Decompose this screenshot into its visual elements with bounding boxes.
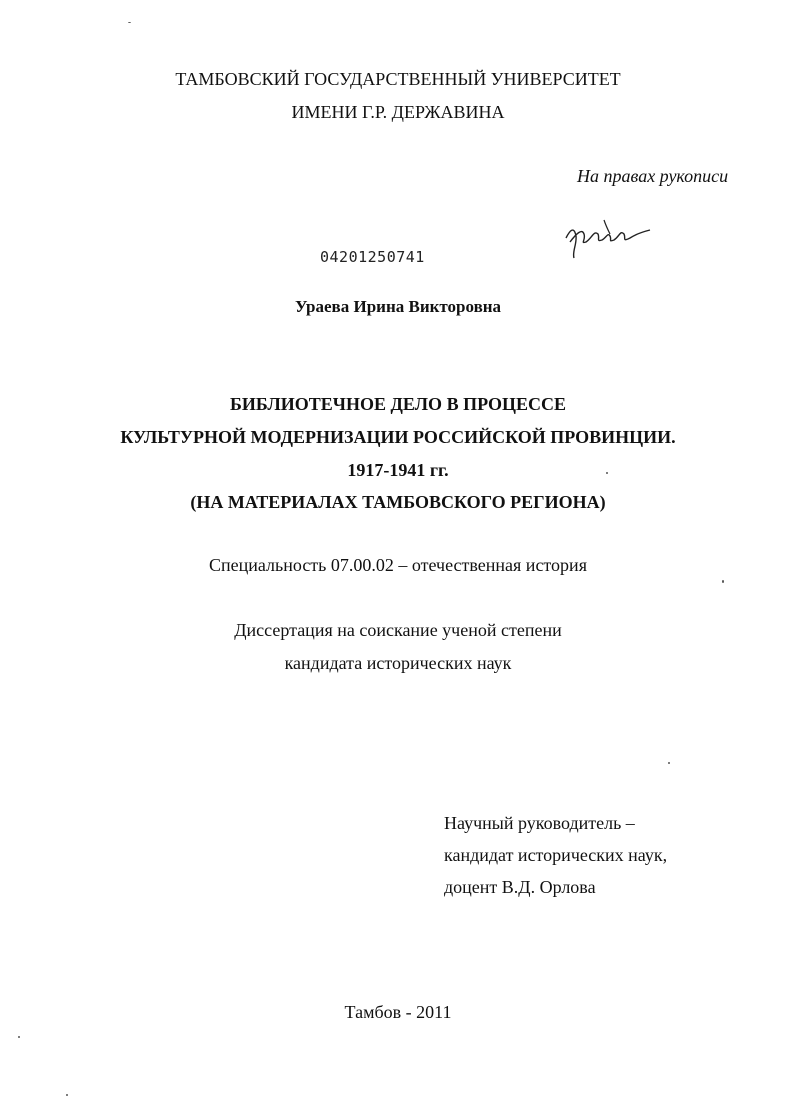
dissertation-line2: кандидата исторических наук	[284, 653, 512, 673]
city-year: Тамбов - 2011	[344, 1002, 452, 1022]
university-name-line1: ТАМБОВСКИЙ ГОСУДАРСТВЕННЫЙ УНИВЕРСИТЕТ	[175, 69, 621, 89]
scan-speck	[128, 22, 131, 23]
title-line4: (НА МАТЕРИАЛАХ ТАМБОВСКОГО РЕГИОНА)	[190, 492, 606, 512]
university-name-line2: ИМЕНИ Г.Р. ДЕРЖАВИНА	[291, 102, 505, 122]
title-line1: БИБЛИОТЕЧНОЕ ДЕЛО В ПРОЦЕССЕ	[230, 394, 566, 414]
scan-speck	[606, 472, 608, 474]
scan-speck	[66, 1094, 68, 1096]
title-line3: 1917-1941 гг.	[347, 460, 449, 480]
supervisor-line1: Научный руководитель –	[444, 813, 635, 833]
specialty: Специальность 07.00.02 – отечественная история	[209, 555, 587, 575]
manuscript-note: На правах рукописи	[577, 166, 729, 186]
registration-number-stamp: 04201250741	[320, 248, 425, 266]
scan-speck	[18, 1036, 20, 1038]
supervisor-line3: доцент В.Д. Орлова	[444, 877, 596, 897]
dissertation-line1: Диссертация на соискание ученой степени	[234, 620, 562, 640]
supervisor-line2: кандидат исторических наук,	[444, 845, 668, 865]
handwritten-signature	[560, 208, 660, 264]
author-name: Ураева Ирина Викторовна	[294, 297, 502, 316]
scan-speck	[722, 580, 724, 583]
scan-speck	[668, 762, 670, 764]
title-line2: КУЛЬТУРНОЙ МОДЕРНИЗАЦИИ РОССИЙСКОЙ ПРОВИНЦИИ.	[120, 427, 676, 447]
